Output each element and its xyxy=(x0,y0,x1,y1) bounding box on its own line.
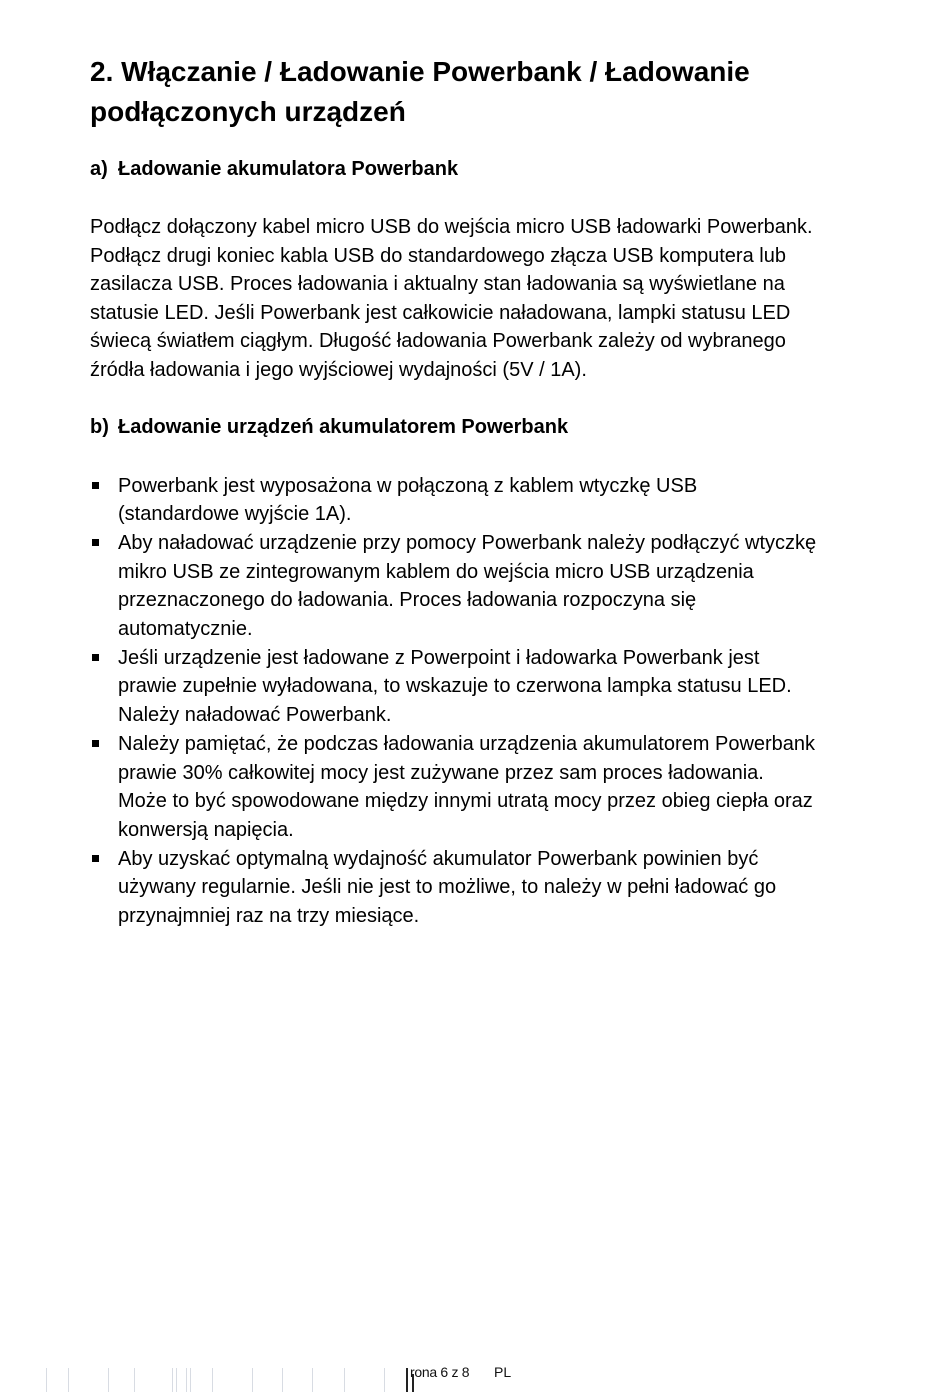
square-bullet-icon xyxy=(92,855,99,862)
list-item xyxy=(90,644,818,730)
square-bullet-icon xyxy=(92,654,99,661)
square-bullet-icon xyxy=(92,539,99,546)
page-footer xyxy=(0,1360,950,1393)
section-a-heading-text: Ładowanie akumulatora Powerbank xyxy=(118,158,459,180)
list-item-text: Należy pamiętać, że podczas ładowania urządzenia akumulatorem Powerbank prawie 30% całkowitej mocy jest zużywane przez sam proces ładowania. Może to być spowodowane między innymi utratą mocy przez obieg ciepła oraz konwersją napięcia. xyxy=(118,732,816,841)
footer-tick xyxy=(384,1368,385,1392)
page-title xyxy=(90,52,860,132)
footer-tick xyxy=(282,1368,283,1392)
list-item-text: Powerbank jest wyposażona w połączoną z kablem wtyczkę USB (standardowe wyjście 1A). xyxy=(118,474,698,526)
section-b-heading-text: Ładowanie urządzeń akumulatorem Powerbank xyxy=(118,415,569,438)
footer-tick xyxy=(176,1368,177,1392)
list-item xyxy=(90,472,818,529)
document-page xyxy=(90,52,860,931)
footer-tick xyxy=(108,1368,109,1392)
list-item-text: Jeśli urządzenie jest ładowane z Powerpoint i ładowarka Powerbank jest prawie zupełnie wyładowana, to wskazuje to czerwona lampka statusu LED. Należy naładować Powerbank. xyxy=(118,646,792,727)
footer-tick xyxy=(212,1368,213,1392)
footer-tick xyxy=(252,1368,253,1392)
footer-tick xyxy=(312,1368,313,1392)
section-b-bullet-list xyxy=(90,472,860,931)
list-item xyxy=(90,529,818,644)
footer-tick xyxy=(68,1368,69,1392)
list-item-text: Aby uzyskać optymalną wydajność akumulator Powerbank powinien być używany regularnie. Jeśli nie jest to możliwe, to należy w pełni ładować go przynajmniej raz na trzy miesiące. xyxy=(118,847,777,928)
page-number: rona 6 z 8 xyxy=(410,1364,470,1380)
square-bullet-icon xyxy=(92,482,99,489)
footer-tick xyxy=(190,1368,191,1392)
footer-tick xyxy=(344,1368,345,1392)
footer-tick xyxy=(134,1368,135,1392)
footer-tick xyxy=(186,1368,187,1392)
list-item xyxy=(90,845,818,931)
footer-tick xyxy=(406,1368,408,1392)
section-b-heading xyxy=(90,413,860,441)
language-label: PL xyxy=(494,1364,512,1380)
section-b-letter: b) xyxy=(90,415,109,438)
square-bullet-icon xyxy=(92,740,99,747)
list-item xyxy=(90,730,818,845)
title-line-1: 2. Włączanie / Ładowanie Powerbank / Ładowanie xyxy=(90,56,750,87)
section-a-paragraph: Podłącz dołączony kabel micro USB do wejścia micro USB ładowarki Powerbank. Podłącz drugi koniec kabla USB do standardowego złącza USB komputera lub zasilacza USB. Proces ładowania i aktualny stan ładowania są wyświetlane na statusie LED. Jeśli Powerbank jest całkowicie naładowana, lampki statusu LED świecą światłem ciągłym. Długość ładowania Powerbank zależy od wybranego źródła ładowania i jego wyjściowej wydajności (5V / 1A). xyxy=(90,216,813,381)
footer-tick xyxy=(172,1368,173,1392)
footer-tick xyxy=(46,1368,47,1392)
section-a-letter: a) xyxy=(90,158,108,180)
title-line-2: podłączonych urządzeń xyxy=(90,96,406,127)
section-a-heading xyxy=(90,155,860,183)
list-item-text: Aby naładować urządzenie przy pomocy Powerbank należy podłączyć wtyczkę mikro USB ze zintegrowanym kablem do wejścia micro USB urządzenia przeznaczonego do ładowania. Proces ładowania rozpoczyna się automatycznie. xyxy=(118,531,817,641)
